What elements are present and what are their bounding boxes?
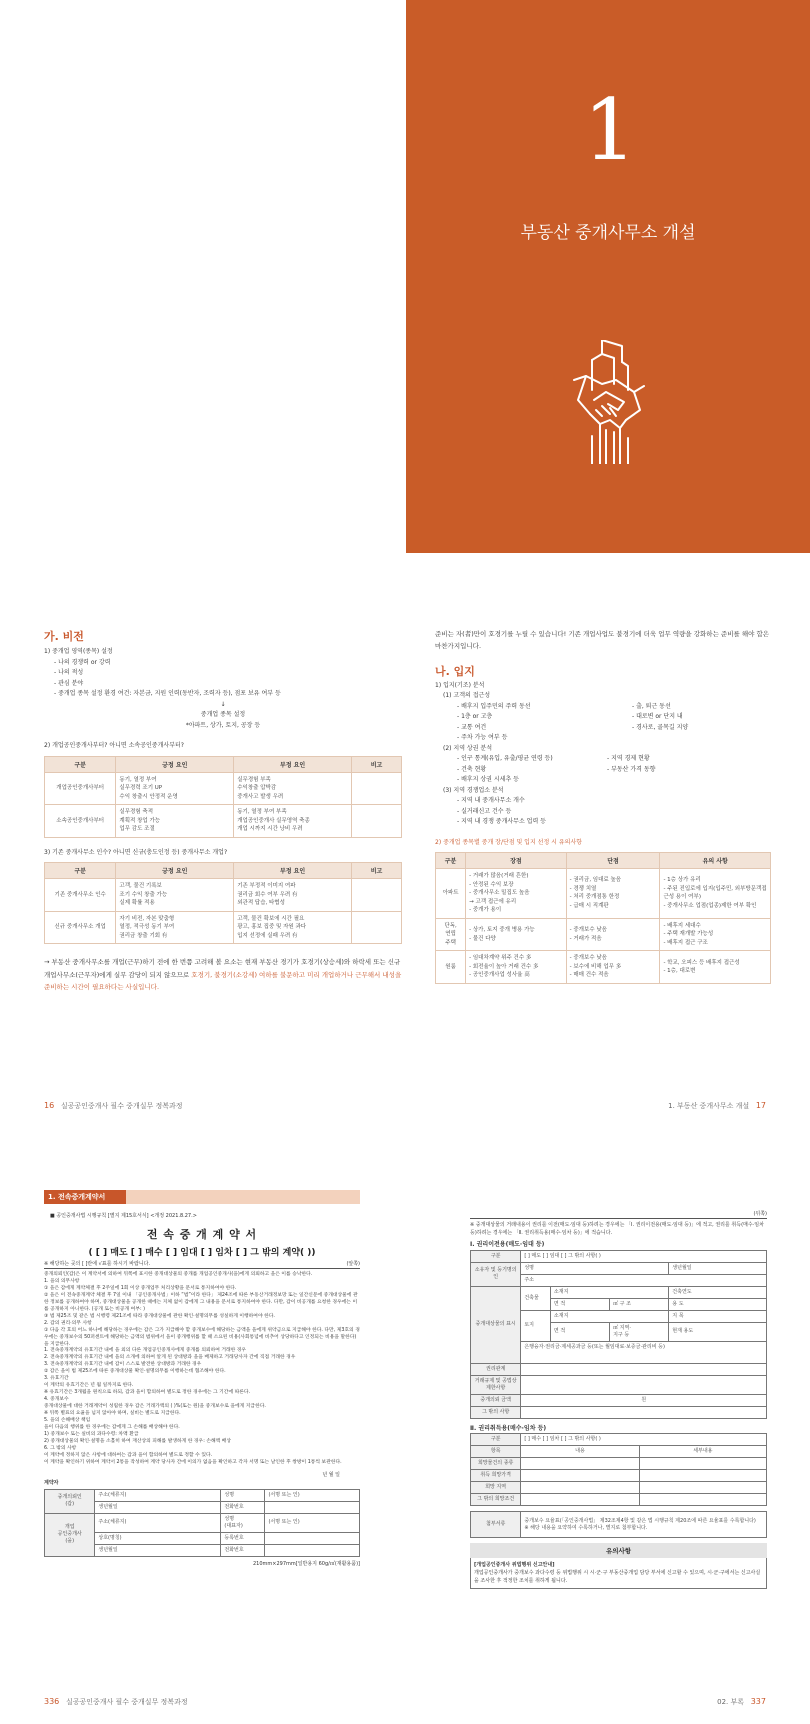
contract-paragraph: ※ 뒤쪽 별표의 요율을 넘지 않아야 하며, 실비는 별도로 지급한다.	[44, 1411, 181, 1417]
field-label: 상호(명칭)	[95, 1532, 221, 1544]
field-label[interactable]: ㎡ 지역· 지구 등	[610, 1322, 669, 1341]
footer-text: 실공공인중개사 필수 중개실무 정복과정	[60, 1102, 183, 1110]
signature-field[interactable]: (서명 또는 인)	[265, 1489, 360, 1501]
cell-con: - 권리금, 임대료 높음 - 경쟁 치열 - 처리 중개점통 한정 - 급매 시 직계판	[566, 869, 660, 919]
input-cell[interactable]	[521, 1458, 639, 1470]
contract-paragraph: 이 계약의 유효기간은 년 월 일까지로 한다.	[44, 1383, 134, 1389]
field-label: 성명	[221, 1489, 265, 1501]
field-label[interactable]: 건축연도	[669, 1286, 767, 1298]
row-label: 원룸	[436, 951, 466, 984]
row-label: 그 밖의 희망조건	[471, 1494, 521, 1506]
table-row	[45, 911, 402, 944]
list-item: - 나의 경쟁력 or 강력	[54, 658, 111, 666]
contract-paragraph: 4. 중개보수	[44, 1397, 69, 1403]
list-item: - 중개업 종목 설정 환경 여건: 자본금, 지원 인력(동반자, 조력자 등), 점포 보유 여부 등	[54, 690, 281, 697]
chapter-number: 1	[583, 81, 633, 179]
contract-paragraph: 3. 유효기간	[44, 1376, 69, 1382]
section-heading-vision: 가. 비전	[44, 630, 84, 643]
field-label[interactable]: 주소	[521, 1274, 767, 1286]
page-number: 16	[44, 1101, 55, 1110]
list-item: - 지역 경제 현황	[607, 755, 650, 763]
footer-right	[668, 1101, 766, 1111]
table-property-types	[435, 852, 771, 984]
column-header: 세부내용	[639, 1446, 766, 1458]
page-number: 336	[44, 1697, 60, 1706]
list-item: - 대로변 or 단지 내	[632, 713, 683, 721]
contract-body	[44, 1272, 360, 1467]
table-row	[436, 918, 771, 951]
footer-right	[717, 1697, 766, 1707]
item3-title: 3) 기존 중개사무소 인수? 아니면 신규(충도인정 등) 중개사무소 개업?	[44, 848, 228, 856]
row-label: 단독, 연립 주택	[436, 918, 466, 951]
field-label[interactable]: 성명	[521, 1262, 669, 1274]
table-row	[45, 805, 402, 838]
contract-paragraph: 2. 전속중개계약의 유효기간 내에 을의 소개에 의하여 알게 된 상대방과 을을 배제하고 거래당사자 간에 직접 거래한 경우	[44, 1355, 296, 1361]
page-17	[435, 628, 771, 1098]
table-row	[45, 879, 402, 912]
list-item: - 경사로, 골목길 지양	[632, 723, 689, 731]
list-item: - 주차 가능 여부 등	[457, 734, 508, 742]
table-header: 구분	[436, 853, 466, 869]
transfer-table	[470, 1250, 767, 1419]
page-number: 17	[755, 1101, 766, 1110]
contract-paragraph: 3. 전속중개계약의 유효기간 내에 갑이 스스로 발견한 상대방과 거래한 경우	[44, 1362, 202, 1368]
table-row	[436, 951, 771, 984]
cell-pro: - 거래가 많음(거래 흔한) - 안정된 수익 보장 - 중개사무소 밀집도 높음 → 고객 접근에 유리 - 중개가 용이	[466, 869, 567, 919]
form-side: (뒤쪽)	[753, 1211, 767, 1217]
cell-note	[351, 879, 401, 912]
form-hint: ※ 해당하는 곳의 [ ]란에 √표를 하시기 바랍니다.	[44, 1261, 151, 1267]
contract-paragraph: 1) 중개보수 또는 실비의 과다수령: 차액 환급	[44, 1431, 139, 1437]
input-cell[interactable]	[639, 1470, 766, 1482]
row-label: 첨부서류	[471, 1512, 521, 1538]
page-number: 337	[750, 1697, 766, 1706]
input-cell[interactable]	[521, 1494, 639, 1506]
contract-paragraph: 이 계약에 정하지 않은 사항에 대하여는 갑과 을이 합의하여 별도로 정할 수 있다.	[44, 1452, 213, 1458]
cell-negative: 동기, 열정 부여 부족 개업공인중개사 실무영역 축종 개업 시까지 시간 낭비 우려	[234, 805, 352, 838]
table-row	[436, 869, 771, 919]
column-header: 내용	[521, 1446, 639, 1458]
cell-note: - 배후지 세대수 - 주택 재개발 가능성 - 배후지 접근 구조	[660, 918, 771, 951]
subheading-orange: 2) 중개업 종목별 중개 장/단점 및 입지 선정 시 유의사항	[435, 838, 583, 846]
row-label: 기존 중개사무소 인수	[45, 879, 116, 912]
notice-text: 개업공인중개사가 중개보수 과다수령 등 위법행위 시 시·군·구 부동산중개업 담당 부서에 신고할 수 있으며, 시·군·구에서는 신고사실을 조사한 후 적정한 조치를 취하게 됩니다.	[474, 1570, 761, 1585]
field-label[interactable]: 지 목	[669, 1310, 767, 1322]
contract-paragraph: 1. 을의 의무사항	[44, 1278, 80, 1284]
form-note: ■ 공인중개사법 시행규칙 [별지 제15호서식] <개정 2021.8.27.>	[50, 1213, 197, 1219]
field-label[interactable]: 소재지	[550, 1286, 668, 1298]
result-line: 중개업 종목 설정	[200, 711, 246, 718]
cell-negative: 고객, 물건 확보에 시간 필요 광고, 홍보 집중 및 자원 과다 입지 선정에 실패 우려 有	[234, 911, 352, 944]
input-cell[interactable]	[521, 1482, 639, 1494]
amount-field[interactable]: 원	[521, 1394, 767, 1406]
list-item: - 인구 통계(유입, 유출/평균 연령 등)	[457, 755, 553, 763]
table-header: 부정 요인	[234, 756, 352, 772]
table-header: 부정 요인	[234, 863, 352, 879]
cell-positive: 동기, 열정 부여 실무경력 조기 UP 수익 창출시 안정적 운영	[116, 772, 234, 805]
field-label: 전화번호	[221, 1501, 265, 1513]
input-cell[interactable]	[521, 1470, 639, 1482]
input-cell[interactable]	[639, 1494, 766, 1506]
subheading: (3) 지역 경쟁업소 분석	[443, 786, 504, 794]
chapter-title: 부동산 중개사무소 개설	[520, 223, 696, 243]
table-office-choice	[44, 862, 402, 944]
list-item: - 1층 or 고층	[457, 713, 493, 721]
cell-positive: 고객, 물건 기록보 조기 수익 창출 가능 실제 확률 적용	[116, 879, 234, 912]
cell-note	[351, 772, 401, 805]
notice-title: [개업공인중개사 위법행위 신고안내]	[474, 1562, 555, 1569]
input-cell[interactable]	[639, 1458, 766, 1470]
footer-left	[44, 1697, 188, 1707]
contract-paragraph: ② 을은 이 전속중개계약 체결 후 7일 이내 「공인중개사법」이하 “법”이라 한다」 제24조에 따른 부동산거래정보망 또는 일간신문에 중개대상물에 관한 정보를 공개하여야 하며, 중개대상물을 공개한 때에는 지체 없이 갑에게 그 내용을 문서로 통지하여야 한다. 다만, 갑이 비공개를 요청한 경우에는 이를 공개하지 아니한다. (공개 또는 비공개 여부: )	[44, 1292, 358, 1312]
row-label: 아파트	[436, 869, 466, 919]
field-label[interactable]: 면 적	[550, 1322, 609, 1341]
cell-con: - 중개보수 낮음 - 보수에 비해 업무 多 - 매매 건수 적음	[566, 951, 660, 984]
contract-paragraph: 1. 전속중개계약의 유효기간 내에 을 외의 다른 개업공인중개사에게 중개를 의뢰하여 거래한 경우	[44, 1348, 247, 1354]
field-label[interactable]: ㎡ 구 조	[610, 1298, 669, 1310]
input-cell[interactable]	[521, 1406, 767, 1418]
field-label[interactable]: 생년월일	[669, 1262, 767, 1274]
field-label[interactable]: 은행융자·권리금·제세공과금 등(또는 월임대료·보증금·관리비 등)	[521, 1341, 767, 1363]
list-item: - 배후지 입주민의 주력 동선	[457, 702, 531, 710]
contract-paragraph: 6. 그 밖의 사항	[44, 1445, 77, 1451]
field-label: 전화번호	[221, 1544, 265, 1556]
cell-pro: - 임대차계약 위주 건수 多 - 회전율이 높아 거래 건수 多 - 공인중개사업 성사율 高	[466, 951, 567, 984]
table-header: 구분	[45, 863, 116, 879]
item2-title: 2) 개업공인중개사부터? 아니면 소속공인중개사부터?	[44, 742, 184, 749]
table-header: 비고	[351, 756, 401, 772]
sub-label: 건축물	[521, 1286, 551, 1310]
list-item: - 지역 내 경쟁 중개사무소 업력 등	[457, 818, 546, 826]
list-item: - 교통 여건	[457, 723, 487, 731]
footer-text: 1. 부동산 중개사무소 개설	[668, 1102, 750, 1110]
signature-table	[44, 1489, 360, 1557]
table-row	[45, 772, 402, 805]
row-label: 거래규제 및 공법상 제한사항	[471, 1375, 521, 1394]
list-item: - 실거래신고 건수 등	[457, 807, 512, 815]
field-label: 주소(체류지)	[95, 1513, 221, 1532]
input-cell[interactable]	[521, 1375, 767, 1394]
contract-paragraph: 중개대상물에 대한 거래계약이 성립한 경우 갑은 거래가액의 ( )%(또는 원)을 중개보수로 을에게 지급한다.	[44, 1404, 266, 1410]
contract-paragraph: ※ 유효기간은 3개월을 원칙으로 하되, 갑과 을이 합의하여 별도로 정한 경우에는 그 기간에 따른다.	[44, 1390, 251, 1396]
table-header: 단점	[566, 853, 660, 869]
date-line: 년 월 일	[322, 1471, 340, 1478]
row-label: 소속공인중개사부터	[45, 805, 116, 838]
banner-text: 1. 전속중개계약서	[48, 1193, 106, 1201]
paragraph-text: → 부동산 중개사무소를 개업(근무)하기 전에 한 번쯤 고려해 볼 요소는 현재 부동산 경기가 호경기(상승세)와 하락세 또는 신규 개업사무소(근무자)에게 실무 감당이 되지 않으므로	[44, 958, 401, 979]
signature-field[interactable]: (서명 또는 인)	[265, 1513, 360, 1532]
subheading: (2) 지역 상권 분석	[443, 744, 492, 752]
table-header: 구분	[45, 756, 116, 772]
row-label: 구분	[471, 1250, 521, 1262]
row-label: 소유자 및 등기명의인	[471, 1262, 521, 1286]
cell-positive: 자기 비전, 자본 맞춤형 열정, 적극성 동기 부여 권리금 창출 기회 有	[116, 911, 234, 944]
list-item: - 나의 적성	[54, 669, 84, 676]
form-subtitle: ( [ ] 매도 [ ] 매수 [ ] 임대 [ ] 임차 [ ] 그 밖의 계약( ))	[88, 1248, 316, 1258]
section-transfer: Ⅰ. 권리이전용(매도·임대 등)	[470, 1241, 545, 1248]
field-label: 등록번호	[221, 1532, 265, 1544]
chapter-cover	[406, 0, 810, 553]
subheading: 1) 입지(기조) 분석	[435, 681, 485, 689]
cell-note: - 학교, 오피스 등 배후지 접근성 - 1층, 대로변	[660, 951, 771, 984]
table-header: 장점	[466, 853, 567, 869]
row-label: 중개의뢰 금액	[471, 1394, 521, 1406]
cell-positive: 실무경험 축적 계획적 창업 가능 업무 감도 조절	[116, 805, 234, 838]
attachment-table	[470, 1511, 767, 1538]
acquire-table	[470, 1433, 767, 1506]
result-note: *아파트, 상가, 토지, 공장 등	[185, 721, 261, 729]
row-label: 취득 희망가격	[471, 1470, 521, 1482]
row-label: 항목	[471, 1446, 521, 1458]
contract-paragraph: 이 계약을 확인하기 위하여 계약서 2통을 작성하여 계약 당사자 간에 이의가 없음을 확인하고 각자 서명 또는 날인한 후 쌍방이 1통씩 보관한다.	[44, 1459, 342, 1465]
cell-con: - 중개보수 낮음 - 거래가 적음	[566, 918, 660, 951]
table-header: 긍정 요인	[116, 863, 234, 879]
footer-text: 실공공인중개사 필수 중개실무 정복과정	[65, 1698, 188, 1706]
row-label: 구분	[471, 1434, 521, 1446]
input-cell[interactable]	[521, 1363, 767, 1375]
notice-bar: 유의사항	[470, 1543, 767, 1558]
footer-left	[44, 1101, 183, 1111]
contract-paragraph: 을이 다음의 행위를 한 경우에는 갑에게 그 손해를 배상해야 한다.	[44, 1424, 180, 1430]
cell-note: - 1층 상가 유리 - 주된 진입로에 입지(입주민, 외부방문객접근성 용이 여부) - 중개사무소 업점(업종)제한 여부 확인	[660, 869, 771, 919]
main-paragraph	[44, 956, 402, 993]
contract-paragraph: 중개의뢰인(갑)은 이 계약서에 의하여 뒤쪽에 표시한 중개대상물의 중개를 개업공인중개사(을)에게 의뢰하고 을은 이를 승낙한다.	[44, 1272, 313, 1277]
form-side: (앞쪽)	[346, 1261, 360, 1267]
cell-note	[351, 911, 401, 944]
item1-title: 1) 중개업 영역(종목) 설정	[44, 648, 113, 655]
field-label[interactable]: 현재 용도	[669, 1322, 767, 1341]
list-item: - 관심 분야	[54, 679, 84, 687]
row-label: 권리관계	[471, 1363, 521, 1375]
type-checkboxes[interactable]: [ ] 매수 [ ] 임차 [ ] 그 밖의 사항( )	[521, 1434, 767, 1446]
field-label: 주소(체류지)	[95, 1489, 221, 1501]
row-label: 개업공인중개사부터	[45, 772, 116, 805]
input-cell[interactable]	[265, 1532, 360, 1544]
field-label: 성명 (대표자)	[221, 1513, 265, 1532]
list-item: - 출, 퇴근 동선	[632, 702, 671, 710]
list-item: - 배후지 상권 시세추 등	[457, 776, 519, 784]
paragraph-highlight: 호경기, 불경기(소강세) 여하를 불문하고 미리 개업하거나 근무해서 내성을 준비하는 시간이 필요하다는 사실입니다.	[44, 970, 402, 991]
contract-paragraph: ③ 법 제25조 및 같은 법 시행령 제21조에 따라 중개대상물에 관한 확인·설명의무를 성실하게 이행하여야 한다.	[44, 1313, 275, 1319]
field-label[interactable]: 소재지	[550, 1310, 668, 1322]
top-note: ※ 중개대상물의 거래내용이 권리를 이전(매도·임대 등)하려는 경우에는 「Ⅰ. 권리이전용(매도·임대 등)」에 적고, 권리를 취득(매수·임차 등)하려는 경우에는 「Ⅱ. 권리취득용(매수·임차 등)」에 적습니다.	[470, 1218, 767, 1237]
contract-paragraph: ① 을은 갑에게 계약체결 후 2주일에 1회 이상 중개업무 처리상황을 문서로 통지하여야 한다.	[44, 1285, 237, 1291]
cell-pro: - 상가, 토지 중개 병용 가능 - 물건 다양	[466, 918, 567, 951]
row-label: 희망 지역	[471, 1482, 521, 1494]
cell-negative: 실무경험 부족 수익창출 압박감 중개사고 발생 우려	[234, 772, 352, 805]
row-label: 그 밖의 사항	[471, 1406, 521, 1418]
row-label: 중개대상물의 표시	[471, 1286, 521, 1363]
field-label[interactable]: 용 도	[669, 1298, 767, 1310]
contract-paragraph: 2) 중개대상물의 확인·설명을 소홀히 하여 재산상의 피해를 발생하게 한 경우: 손해액 배상	[44, 1438, 232, 1444]
subheading: (1) 고객의 접근성	[443, 692, 491, 700]
contract-paragraph: ① 다음 각 호의 어느 하나에 해당하는 경우에는 갑은 그가 지급해야 할 중개보수에 해당하는 금액을 을에게 위약금으로 지급해야 한다. 다만, 제3호의 경우에는 중개보수의 50퍼센트에 해당하는 금액의 범위에서 을이 중개행위를 할 때 소요된 비용(사회통념에 비추어 상당하다고 인정되는 비용을 말한다)을 지급한다.	[44, 1327, 360, 1347]
attachment-text: 중개보수 요율표(「공인중개사법」 제32조제4항 및 같은 법 시행규칙 제20조에 따른 요율표를 수록합니다) ※ 해당 내용을 요약하여 수록하거나, 별지로 첨부합니다.	[521, 1512, 767, 1538]
input-cell[interactable]	[265, 1501, 360, 1513]
section-heading-location: 나. 입지	[435, 664, 475, 678]
section-banner	[44, 1190, 360, 1204]
field-label: 생년월일	[95, 1544, 221, 1556]
row-label: 신규 중개사무소 개업	[45, 911, 116, 944]
section-acquire: Ⅱ. 권리취득용(매수·임차 등)	[470, 1424, 547, 1432]
type-checkboxes[interactable]: [ ] 매도 [ ] 임대 [ ] 그 밖의 사항( )	[521, 1250, 767, 1262]
list-item: - 부동산 가격 동향	[607, 765, 656, 773]
list-item: - 건축 현황	[457, 765, 487, 773]
contract-paragraph: 2. 갑의 권리·의무 사항	[44, 1320, 92, 1326]
cell-note	[351, 805, 401, 838]
down-arrow: ↓	[220, 700, 226, 708]
input-cell[interactable]	[265, 1544, 360, 1556]
contract-paragraph: ② 갑은 을이 법 제25조에 따른 중개대상물 확인·설명의무를 이행하는데 협조해야 한다.	[44, 1369, 226, 1375]
sub-label: 토지	[521, 1310, 551, 1341]
form-title: 전 속 중 개 계 약 서	[146, 1228, 258, 1241]
contract-paragraph: 5. 을의 손해배상 책임	[44, 1418, 91, 1424]
paper-size-note: 210mm×297mm[일반용지 60g/㎡(재활용품)]	[252, 1560, 360, 1567]
party-label: 개업 공인중개사 (을)	[45, 1513, 95, 1556]
table-header: 긍정 요인	[116, 756, 234, 772]
list-item: - 지역 내 중개사무소 개수	[457, 797, 525, 805]
cell-negative: 기존 부정적 이미지 여파 권리금 회수 여부 우려 有 외관적 답습, 타협성	[234, 879, 352, 912]
table-header: 유의 사항	[660, 853, 771, 869]
signature-label: 계약자	[44, 1479, 59, 1486]
table-career-start	[44, 756, 402, 838]
party-label: 중개의뢰인 (갑)	[45, 1489, 95, 1513]
input-cell[interactable]	[639, 1482, 766, 1494]
field-label[interactable]: 면 적	[550, 1298, 609, 1310]
page-337	[470, 1210, 767, 1690]
row-label: 희망물건의 종류	[471, 1458, 521, 1470]
table-header: 비고	[351, 863, 401, 879]
field-label: 생년월일	[95, 1501, 221, 1513]
footer-text: 02. 부록	[717, 1698, 745, 1706]
page-336	[44, 1190, 360, 1690]
intro-paragraph: 준비는 자(者)만이 호경기를 누릴 수 있습니다! 기존 개업사업도 불경기에 더욱 업무 역량을 강화하는 준비를 해야 합은 마찬가지입니다.	[435, 630, 770, 651]
handshake-buildings-icon	[572, 340, 646, 464]
page-16	[44, 628, 402, 1098]
